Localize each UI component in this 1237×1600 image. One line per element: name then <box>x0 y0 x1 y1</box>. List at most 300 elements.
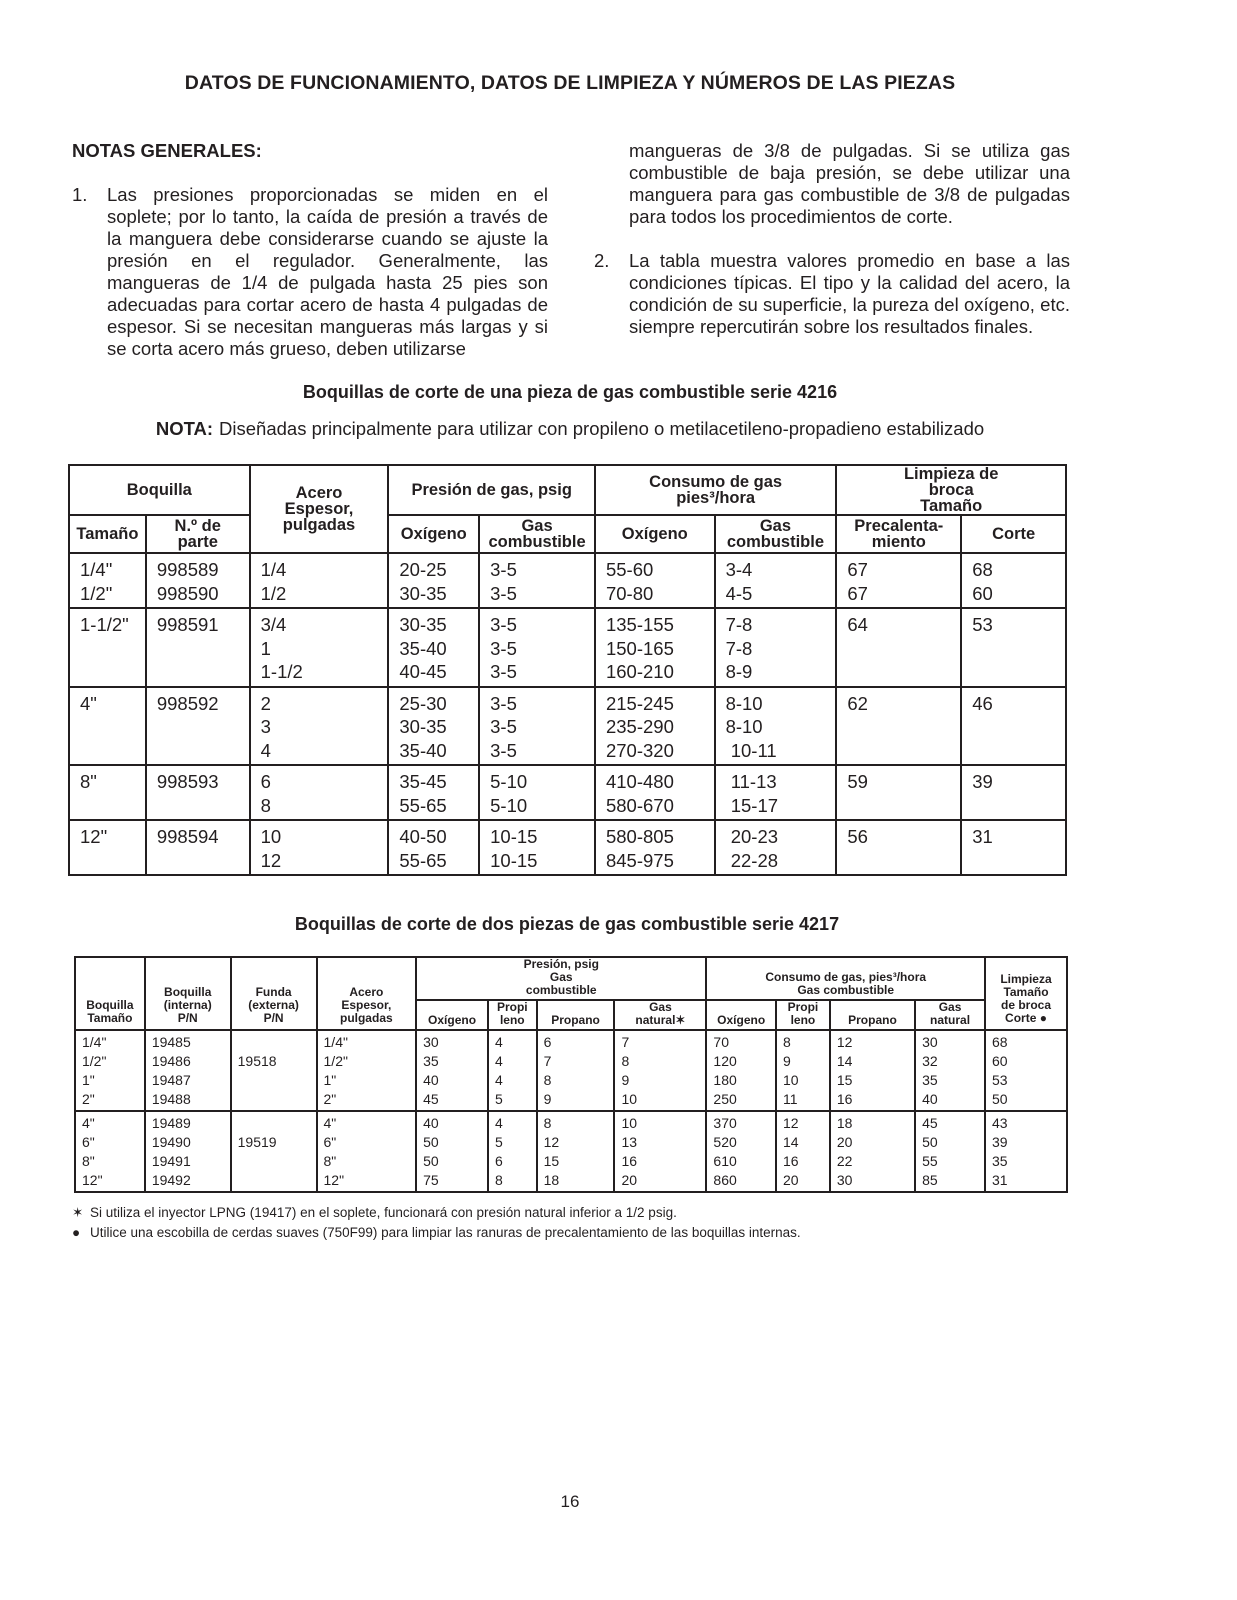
cell-line: 19490 <box>151 1134 191 1150</box>
cell-gasc <box>715 765 837 820</box>
cell-line: 4" <box>323 1115 337 1131</box>
cell-c_nat <box>915 1030 985 1111</box>
cell-line: 56 <box>847 826 868 847</box>
cell-line: 135-155 <box>605 614 674 635</box>
cell-line: 10 <box>621 1115 638 1131</box>
header-p-natural: Gas natural✶ <box>614 1000 706 1030</box>
cell-line: 2" <box>82 1091 95 1107</box>
cell-line: 55-60 <box>605 559 654 580</box>
header-gas-consumo: Gas combustible <box>715 515 837 553</box>
cell-gasp <box>479 553 595 608</box>
cell-part <box>146 608 250 687</box>
cell-line: 4 <box>494 1053 503 1069</box>
cell-line: 16 <box>621 1153 638 1169</box>
cell-line: 30 <box>423 1034 439 1050</box>
notes-right-column <box>594 140 1070 338</box>
cell-line: 16 <box>782 1153 799 1169</box>
cell-steel <box>250 820 389 875</box>
cell-line: 3-5 <box>490 637 517 659</box>
cell-line: 2" <box>323 1091 337 1107</box>
table-row <box>75 1111 1067 1192</box>
cell-line: 1-1/2" <box>80 614 129 635</box>
header-externa: Funda (externa) P/N <box>231 957 317 1030</box>
cell-line: 35 <box>922 1072 938 1088</box>
footnote-text: Utilice una escobilla de cerdas suaves (750F99) para limpiar las ranuras de precalentamiento de las boquillas internas. <box>90 1225 801 1240</box>
cell-size <box>69 820 146 875</box>
cell-line: 7-8 <box>725 637 753 659</box>
bullet-icon: ● <box>72 1225 81 1240</box>
cell-line: 30-35 <box>399 716 447 737</box>
cell-line: 1/2" <box>82 1053 107 1069</box>
cell-line: 6 <box>260 771 271 792</box>
cell-line: 19489 <box>151 1115 191 1131</box>
cell-line: 10 <box>260 826 282 847</box>
cell-line: 22 <box>836 1153 853 1169</box>
cell-line: 10 <box>782 1072 799 1088</box>
cell-line: 998593 <box>156 771 219 792</box>
cell-line: 120 <box>713 1053 737 1069</box>
cell-line: 32 <box>922 1053 938 1069</box>
cell-line: 12 <box>836 1034 853 1050</box>
cell-gasc <box>715 687 837 766</box>
cell-line: 46 <box>972 692 993 714</box>
cell-oxp <box>388 687 479 766</box>
cell-line: 7-8 <box>725 614 753 635</box>
cell-line <box>238 1171 316 1190</box>
cell-c_ox <box>706 1111 776 1192</box>
cell-line: 998594 <box>156 826 219 847</box>
cell-pre <box>836 687 961 766</box>
cell-size <box>75 1030 145 1111</box>
footnote-dot <box>72 1223 801 1243</box>
cell-oxp <box>388 765 479 820</box>
cell-steel <box>250 765 389 820</box>
cell-line: 12" <box>82 1172 103 1188</box>
header-acero: Acero Espesor, pulgadas <box>250 465 389 553</box>
cell-steel <box>317 1111 417 1192</box>
cell-line: 70 <box>713 1034 729 1050</box>
cell-gasc <box>715 820 837 875</box>
cell-oxc <box>595 765 715 820</box>
cell-line: 16 <box>836 1091 853 1107</box>
cell-oxc <box>595 608 715 687</box>
cell-oxc <box>595 687 715 766</box>
cell-line: 6 <box>543 1034 552 1050</box>
cell-steel <box>250 687 389 766</box>
cell-cut <box>985 1111 1067 1192</box>
note-text: Diseñadas principalmente para utilizar con propileno o metilacetileno-propadieno estabilizado <box>219 418 985 439</box>
cell-c_pro <box>830 1030 915 1111</box>
cell-line: 4 <box>494 1072 503 1088</box>
cell-line: 12" <box>323 1172 345 1188</box>
header-c-oxigeno: Oxígeno <box>706 1000 776 1030</box>
cell-line: 3-5 <box>490 692 517 714</box>
cell-line: 1/4" <box>82 1034 107 1050</box>
notes-left-column <box>72 140 548 360</box>
star-icon: ✶ <box>72 1205 84 1220</box>
cell-line: 8" <box>82 1153 95 1169</box>
cell-line: 3-4 <box>725 559 753 580</box>
cell-line: 4-5 <box>725 582 753 604</box>
cell-line: 30-35 <box>399 614 447 635</box>
cell-line: 19492 <box>151 1172 191 1188</box>
header-nparte: N.º de parte <box>146 515 250 553</box>
header-corte: Corte <box>961 515 1066 553</box>
cell-line: 55 <box>922 1153 938 1169</box>
cell-line: 60 <box>992 1053 1008 1069</box>
cell-steel <box>250 608 389 687</box>
cell-line: 3/4 <box>260 614 287 635</box>
cell-line: 998589 <box>156 559 219 580</box>
cell-line: 75 <box>423 1172 439 1188</box>
cell-line: 70-80 <box>605 582 654 604</box>
cell-line: 520 <box>713 1134 737 1150</box>
cell-line: 43 <box>992 1115 1008 1131</box>
footnotes <box>72 1203 801 1243</box>
cell-line: 59 <box>847 771 868 792</box>
cell-cut <box>961 608 1066 687</box>
cell-line: 39 <box>972 771 993 792</box>
cell-line <box>238 1033 316 1052</box>
cell-line: 35 <box>423 1053 439 1069</box>
header-boquilla-tamano: Boquilla Tamaño <box>75 957 145 1030</box>
cell-cut <box>985 1030 1067 1111</box>
cell-oxp <box>388 553 479 608</box>
header-presion: Presión de gas, psig <box>388 465 595 515</box>
cell-size <box>69 608 146 687</box>
cell-line: 40 <box>423 1115 439 1131</box>
cell-outer <box>231 1111 317 1192</box>
cell-line: 19519 <box>237 1134 277 1150</box>
cell-part <box>146 765 250 820</box>
footnote-text: Si utiliza el inyector LPNG (19417) en el soplete, funcionará con presión natural inferior a 1/2 psig. <box>90 1205 677 1220</box>
cell-line: 35-45 <box>399 771 447 792</box>
cell-line <box>238 1090 316 1109</box>
cell-part <box>146 820 250 875</box>
cell-c_prop <box>776 1030 830 1111</box>
table-4217 <box>74 956 1068 1193</box>
cell-line: 1" <box>82 1072 95 1088</box>
cell-line: 998590 <box>156 582 219 604</box>
cell-line: 5 <box>494 1091 503 1107</box>
cell-line: 11 <box>782 1091 798 1107</box>
cell-line: 53 <box>972 614 993 635</box>
cell-line: 1/4" <box>323 1034 348 1050</box>
cell-size <box>69 553 146 608</box>
cell-line: 40-45 <box>399 661 447 682</box>
cell-line: 8 <box>543 1072 552 1088</box>
cell-line: 235-290 <box>605 716 674 737</box>
header-oxigeno-presion: Oxígeno <box>388 515 479 553</box>
cell-c_prop <box>776 1111 830 1192</box>
table-row <box>69 820 1066 875</box>
notes-heading: NOTAS GENERALES: <box>72 140 262 161</box>
cell-line: 14 <box>782 1134 799 1150</box>
cell-line: 250 <box>713 1091 737 1107</box>
cell-pre <box>836 765 961 820</box>
cell-line: 12 <box>543 1134 560 1150</box>
cell-line: 18 <box>543 1172 560 1188</box>
cell-c_pro <box>830 1111 915 1192</box>
cell-line: 30 <box>836 1172 853 1188</box>
cell-line: 8 <box>494 1172 503 1188</box>
cell-line: 25-30 <box>399 692 447 714</box>
cell-line: 1" <box>323 1072 337 1088</box>
cell-line: 5-10 <box>490 771 528 792</box>
cell-line: 370 <box>713 1115 737 1131</box>
cell-line: 8 <box>260 794 271 816</box>
cell-line: 53 <box>992 1072 1008 1088</box>
header-consumo: Consumo de gas, pies³/hora Gas combustible <box>706 957 985 1000</box>
cell-line: 8" <box>323 1153 337 1169</box>
table1-body <box>69 553 1066 875</box>
cell-line: 12" <box>80 826 108 847</box>
cell-line: 68 <box>972 559 993 580</box>
cell-line: 1/4 <box>260 559 287 580</box>
cell-line: 22-28 <box>725 849 779 871</box>
cell-line: 62 <box>847 692 868 714</box>
cell-pre <box>836 553 961 608</box>
cell-line: 580-805 <box>605 826 674 847</box>
cell-line: 15 <box>543 1153 560 1169</box>
cell-line: 60 <box>972 582 993 604</box>
cell-line: 40 <box>922 1091 938 1107</box>
header-limpieza: Limpieza de broca Tamaño <box>836 465 1066 515</box>
cell-line: 3-5 <box>490 582 517 604</box>
cell-oxc <box>595 820 715 875</box>
cell-steel <box>250 553 389 608</box>
cell-line: 3-5 <box>490 716 517 737</box>
cell-line: 20-23 <box>725 826 779 847</box>
cell-part <box>146 553 250 608</box>
cell-line: 8-10 <box>725 692 763 714</box>
cell-line: 9 <box>782 1053 791 1069</box>
cell-line: 15 <box>836 1072 853 1088</box>
cell-line: 3-5 <box>490 559 517 580</box>
table1-title: Boquillas de corte de una pieza de gas combustible serie 4216 <box>302 382 838 402</box>
cell-line: 9 <box>621 1072 630 1088</box>
cell-line: 50 <box>423 1153 439 1169</box>
cell-line: 4 <box>494 1034 503 1050</box>
cell-line: 610 <box>713 1153 737 1169</box>
cell-line: 50 <box>922 1134 938 1150</box>
cell-size <box>69 687 146 766</box>
cell-line: 31 <box>972 826 993 847</box>
cell-line: 20-25 <box>399 559 447 580</box>
cell-line <box>238 1114 316 1133</box>
cell-pre <box>836 820 961 875</box>
cell-p_pro <box>537 1030 615 1111</box>
header-p-propileno: Propi leno <box>488 1000 537 1030</box>
note-label: NOTA: <box>155 418 214 439</box>
cell-line: 8" <box>80 771 97 792</box>
cell-line: 3-5 <box>490 614 517 635</box>
cell-outer <box>231 1030 317 1111</box>
cell-line: 7 <box>621 1034 630 1050</box>
header-p-oxigeno: Oxígeno <box>416 1000 488 1030</box>
page-number: 16 <box>560 1492 580 1511</box>
header-tamano: Tamaño <box>69 515 146 553</box>
cell-line: 30 <box>922 1034 938 1050</box>
cell-cut <box>961 765 1066 820</box>
header-oxigeno-consumo: Oxígeno <box>595 515 715 553</box>
header-c-natural: Gas natural <box>915 1000 985 1030</box>
cell-line: 5 <box>494 1134 503 1150</box>
cell-gasp <box>479 820 595 875</box>
cell-line: 9 <box>543 1091 552 1107</box>
cell-line: 1/2" <box>80 582 113 604</box>
cell-line: 6" <box>323 1134 337 1150</box>
cell-inner <box>145 1030 231 1111</box>
header-precalentamiento: Precalenta- miento <box>836 515 961 553</box>
header-c-propileno: Propi leno <box>776 1000 830 1030</box>
table-row <box>69 608 1066 687</box>
header-limpieza: Limpieza Tamaño de broca Corte ● <box>985 957 1067 1030</box>
table-row <box>69 553 1066 608</box>
cell-line: 13 <box>621 1134 638 1150</box>
cell-line: 6" <box>82 1134 95 1150</box>
cell-part <box>146 687 250 766</box>
cell-line: 19486 <box>151 1053 191 1069</box>
cell-line: 20 <box>836 1134 853 1150</box>
cell-p_prop <box>488 1111 537 1192</box>
cell-line: 10-15 <box>490 849 538 871</box>
cell-line: 1-1/2 <box>260 661 303 682</box>
cell-line: 12 <box>260 849 282 871</box>
cell-line: 270-320 <box>605 739 674 761</box>
cell-pre <box>836 608 961 687</box>
cell-line: 3 <box>260 716 271 737</box>
cell-line: 160-210 <box>605 661 674 682</box>
cell-line: 31 <box>992 1172 1008 1188</box>
cell-p_prop <box>488 1030 537 1111</box>
cell-line: 39 <box>992 1134 1008 1150</box>
cell-line: 50 <box>992 1091 1008 1107</box>
cell-line: 64 <box>847 614 868 635</box>
cell-line: 4" <box>80 692 97 714</box>
cell-line: 45 <box>922 1115 938 1131</box>
cell-inner <box>145 1111 231 1192</box>
note-number: 2. <box>594 250 610 271</box>
cell-line: 19491 <box>151 1153 191 1169</box>
cell-line: 8-10 <box>725 716 763 737</box>
cell-line: 10-11 <box>725 739 777 761</box>
note-item-2 <box>594 250 1070 338</box>
cell-line: 67 <box>847 559 868 580</box>
table2-title: Boquillas de corte de dos piezas de gas combustible serie 4217 <box>294 914 840 934</box>
cell-cut <box>961 820 1066 875</box>
cell-line: 50 <box>423 1134 439 1150</box>
page-title: DATOS DE FUNCIONAMIENTO, DATOS DE LIMPIEZA Y NÚMEROS DE LAS PIEZAS <box>184 72 956 94</box>
cell-line: 19487 <box>151 1072 191 1088</box>
cell-line: 8 <box>621 1053 630 1069</box>
cell-line <box>238 1152 316 1171</box>
cell-line: 3-5 <box>490 739 517 761</box>
cell-gasp <box>479 765 595 820</box>
cell-line: 45 <box>423 1091 439 1107</box>
cell-c_ox <box>706 1030 776 1111</box>
cell-oxp <box>388 820 479 875</box>
cell-line: 1/2 <box>260 582 287 604</box>
table-4216 <box>68 464 1067 876</box>
cell-line: 845-975 <box>605 849 674 871</box>
cell-line: 14 <box>836 1053 853 1069</box>
cell-line: 8 <box>543 1115 552 1131</box>
cell-line <box>238 1071 316 1090</box>
cell-line: 35-40 <box>399 739 447 761</box>
cell-line: 860 <box>713 1172 737 1188</box>
cell-line: 4 <box>260 739 271 761</box>
cell-line: 410-480 <box>605 771 674 792</box>
cell-line: 15-17 <box>725 794 779 816</box>
cell-line: 10 <box>621 1091 638 1107</box>
note-item-1 <box>72 184 548 360</box>
header-presion: Presión, psig Gas combustible <box>416 957 706 1000</box>
footnote-star <box>72 1203 801 1223</box>
cell-line: 19518 <box>237 1053 277 1069</box>
cell-line: 35-40 <box>399 637 447 659</box>
cell-line: 68 <box>992 1034 1008 1050</box>
cell-line: 40 <box>423 1072 439 1088</box>
cell-line: 998592 <box>156 692 219 714</box>
cell-line: 18 <box>836 1115 853 1131</box>
cell-p_nat <box>614 1111 706 1192</box>
cell-line: 7 <box>543 1053 552 1069</box>
header-c-propano: Propano <box>830 1000 915 1030</box>
cell-line: 20 <box>621 1172 638 1188</box>
cell-gasc <box>715 553 837 608</box>
cell-line: 215-245 <box>605 692 674 714</box>
cell-size <box>69 765 146 820</box>
cell-line: 4 <box>494 1115 503 1131</box>
header-p-propano: Propano <box>537 1000 615 1030</box>
cell-line: 20 <box>782 1172 799 1188</box>
note-text: La tabla muestra valores promedio en base a las condiciones típicas. El tipo y la calidad del acero, la condición de su superficie, la pureza del oxígeno, etc. siempre repercutirán sobre los resultados finales. <box>629 250 1070 337</box>
cell-line: 35 <box>992 1153 1008 1169</box>
cell-line: 580-670 <box>605 794 674 816</box>
cell-steel <box>317 1030 417 1111</box>
cell-line: 40-50 <box>399 826 447 847</box>
cell-line: 85 <box>922 1172 938 1188</box>
note-number: 1. <box>72 184 88 205</box>
cell-oxc <box>595 553 715 608</box>
cell-line: 10-15 <box>490 826 538 847</box>
cell-size <box>75 1111 145 1192</box>
cell-p_ox <box>416 1030 488 1111</box>
cell-line: 11-13 <box>725 771 777 792</box>
cell-line: 8-9 <box>725 661 753 682</box>
cell-line: 998591 <box>156 614 219 635</box>
cell-line: 19485 <box>151 1034 191 1050</box>
cell-line: 6 <box>494 1153 503 1169</box>
header-boquilla: Boquilla <box>69 465 250 515</box>
table1-note <box>0 418 1140 440</box>
cell-line: 3-5 <box>490 661 517 682</box>
cell-line: 2 <box>260 692 271 714</box>
cell-line: 55-65 <box>399 794 447 816</box>
cell-line: 150-165 <box>605 637 674 659</box>
header-acero: Acero Espesor, pulgadas <box>317 957 417 1030</box>
header-consumo: Consumo de gas pies³/hora <box>595 465 836 515</box>
cell-line: 12 <box>782 1115 799 1131</box>
cell-oxp <box>388 608 479 687</box>
table-row <box>69 687 1066 766</box>
cell-cut <box>961 553 1066 608</box>
cell-line: 67 <box>847 582 868 604</box>
cell-line: 30-35 <box>399 582 447 604</box>
table-row <box>69 765 1066 820</box>
header-gas-presion: Gas combustible <box>479 515 595 553</box>
